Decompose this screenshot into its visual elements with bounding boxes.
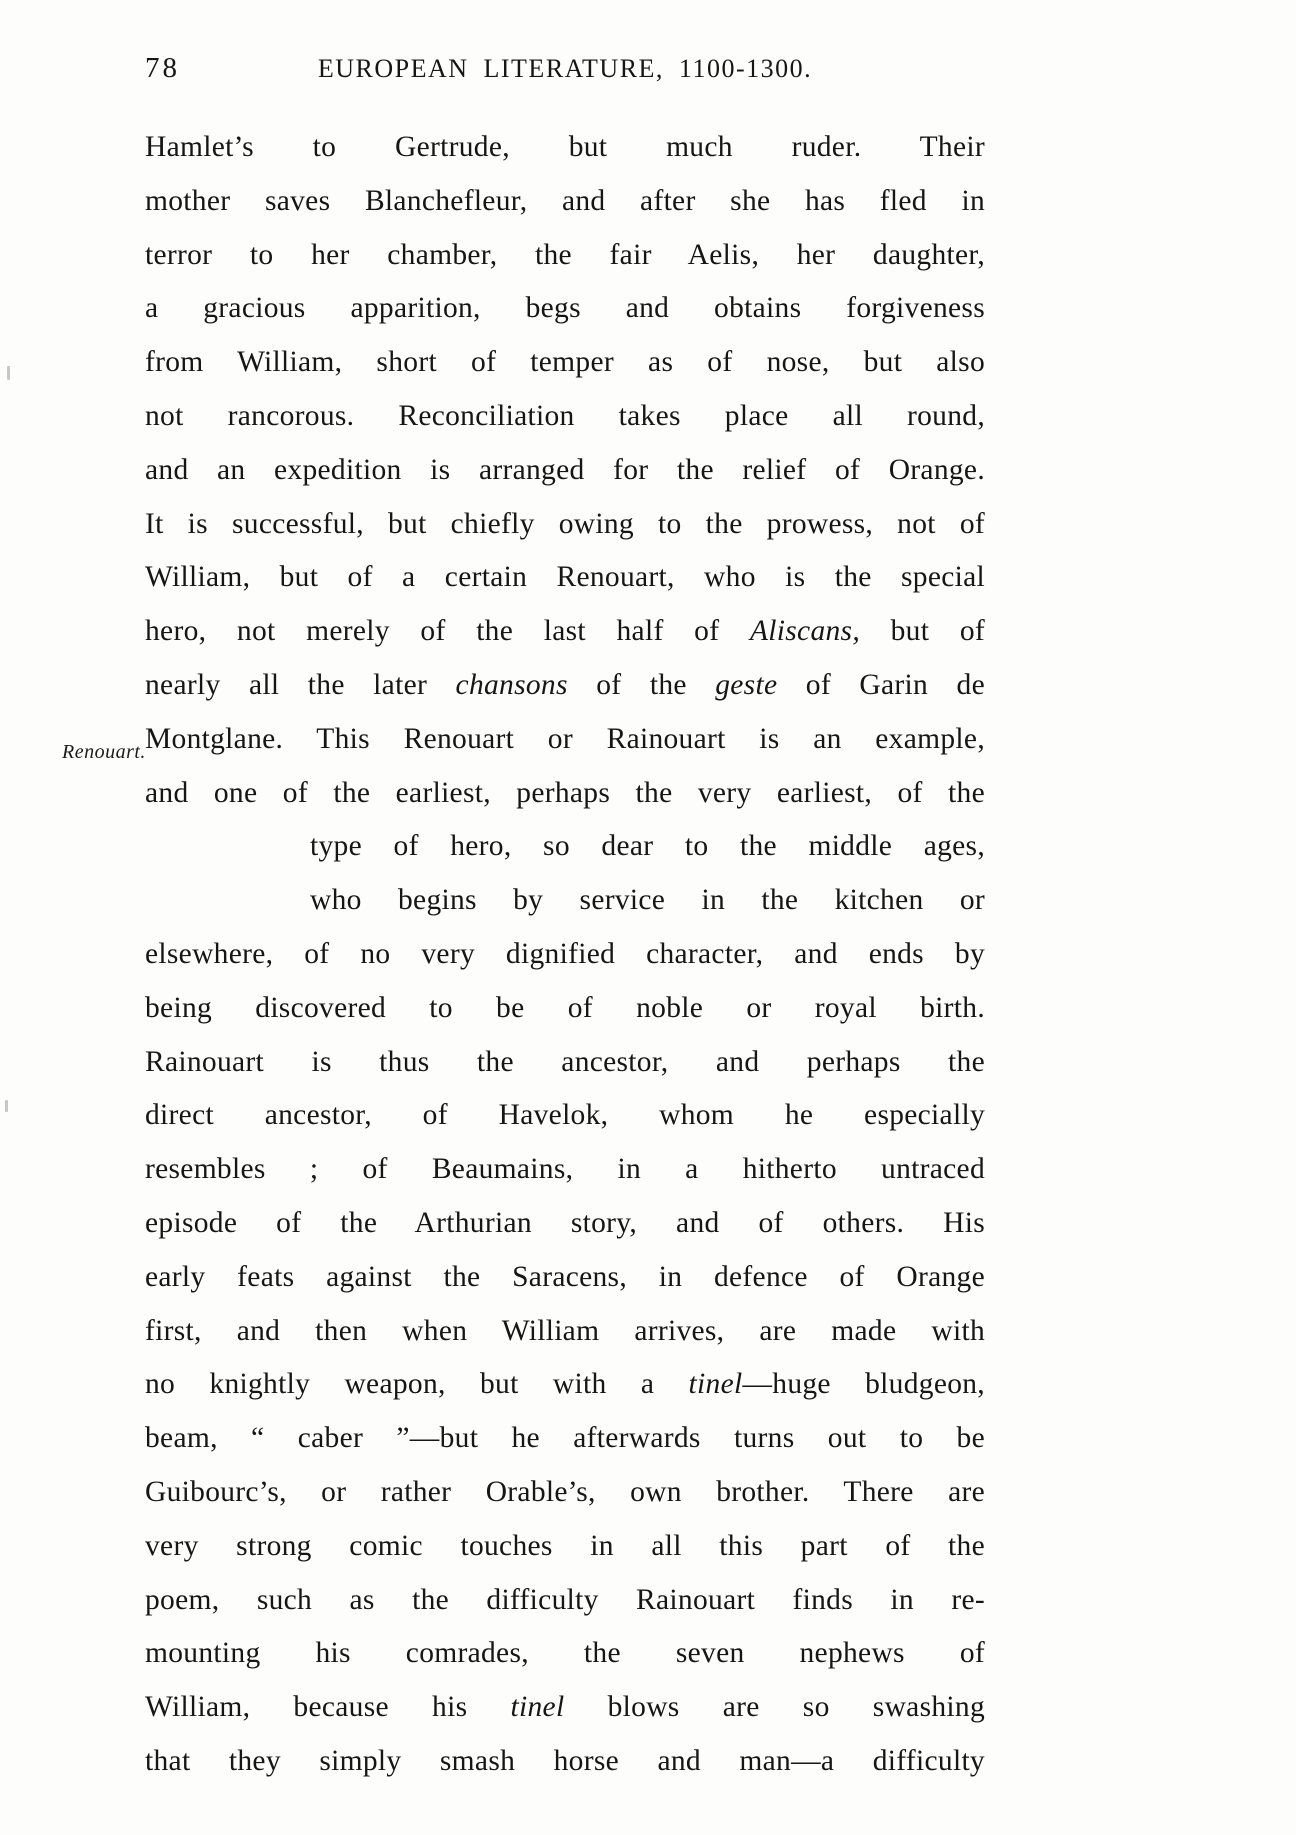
text-line (145, 336, 985, 390)
text-segment: a gracious apparition, begs and obtains forgiveness (145, 292, 985, 325)
text-segment: type of hero, so dear to the middle ages, (310, 830, 985, 863)
text-line (145, 1681, 985, 1735)
text-segment: being discovered to be of noble or royal birth. (145, 991, 985, 1024)
text-segment: mounting his comrades, the seven nephews of (145, 1637, 985, 1670)
text-segment: of the (567, 668, 716, 701)
text-line (145, 1412, 985, 1466)
text-line (145, 605, 985, 659)
italic-text: tinel (510, 1691, 565, 1724)
text-line (145, 1089, 985, 1143)
text-line (145, 1358, 985, 1412)
text-line (145, 713, 985, 767)
text-segment: early feats against the Saracens, in defence of Orange (145, 1260, 985, 1293)
text-segment: William, because his (145, 1691, 511, 1724)
running-title: EUROPEAN LITERATURE, 1100-1300. (317, 54, 813, 83)
text-segment: hero, not merely of the last half of (145, 615, 750, 648)
text-line (145, 659, 985, 713)
text-segment: very strong comic touches in all this part of the (145, 1529, 985, 1562)
scan-artifact (7, 366, 10, 380)
text-segment: Guibourc’s, or rather Orable’s, own brother. There are (145, 1475, 985, 1508)
text-line (145, 390, 985, 444)
text-segment: direct ancestor, of Havelok, whom he especially (145, 1099, 985, 1132)
running-header (145, 50, 985, 90)
text-line (145, 1305, 985, 1359)
body-text (145, 121, 985, 1789)
text-line (145, 1520, 985, 1574)
text-line (145, 928, 985, 982)
italic-text: geste (715, 668, 778, 701)
text-segment: that they simply smash horse and man—a difficulty (145, 1744, 985, 1777)
text-segment: from William, short of temper as of nose, but also (145, 346, 985, 379)
text-line (145, 1574, 985, 1628)
text-line (145, 1627, 985, 1681)
text-line (145, 175, 985, 229)
text-segment: mother saves Blanchefleur, and after she has fled in (145, 184, 985, 217)
text-line (145, 1036, 985, 1090)
text-line (145, 444, 985, 498)
text-line (145, 767, 985, 821)
text-segment: beam, “ caber ”—but he afterwards turns out to be (145, 1422, 985, 1455)
text-line (145, 121, 985, 175)
text-line (145, 982, 985, 1036)
text-segment: who begins by service in the kitchen or (310, 884, 985, 917)
page-number: 78 (145, 52, 180, 84)
text-segment: not rancorous. Reconciliation takes place all round, (145, 399, 985, 432)
text-segment: nearly all the later (145, 668, 456, 701)
text-segment: and one of the earliest, perhaps the very earliest, of the (145, 776, 985, 809)
scan-artifact (5, 1100, 8, 1112)
text-segment: William, but of a certain Renouart, who is the special (145, 561, 985, 594)
text-segment: resembles ; of Beaumains, in a hitherto untraced (145, 1153, 985, 1186)
text-segment: poem, such as the difficulty Rainouart finds in re- (145, 1583, 985, 1616)
text-line (145, 498, 985, 552)
margin-note: Renouart. (62, 741, 146, 763)
text-segment: and an expedition is arranged for the relief of Orange. (145, 453, 985, 486)
text-line (145, 1466, 985, 1520)
italic-text: Aliscans, (749, 615, 861, 648)
text-segment: Rainouart is thus the ancestor, and perhaps the (145, 1045, 985, 1078)
text-line (145, 1197, 985, 1251)
text-line (145, 282, 985, 336)
text-segment: —huge bludgeon, (742, 1368, 985, 1401)
text-segment: first, and then when William arrives, are made with (145, 1314, 985, 1347)
text-segment: no knightly weapon, but with a (145, 1368, 689, 1401)
text-segment: It is successful, but chiefly owing to the prowess, not of (145, 507, 985, 540)
text-line (145, 1251, 985, 1305)
text-segment: but of (860, 615, 985, 648)
text-segment: elsewhere, of no very dignified character, and ends by (145, 937, 985, 970)
text-line (145, 229, 985, 283)
text-segment: Hamlet’s to Gertrude, but much ruder. Their (145, 131, 985, 163)
italic-text: tinel (688, 1368, 743, 1401)
text-line (145, 551, 985, 605)
text-segment: terror to her chamber, the fair Aelis, her daughter, (145, 238, 985, 271)
text-line (145, 1143, 985, 1197)
text-line (310, 874, 985, 928)
text-segment: Montglane. This Renouart or Rainouart is an example, (145, 722, 985, 755)
text-segment: blows are so swashing (564, 1691, 985, 1724)
text-segment: episode of the Arthurian story, and of others. His (145, 1206, 985, 1239)
text-line (145, 1735, 985, 1789)
text-line (310, 820, 985, 874)
text-segment: of Garin de (777, 668, 985, 701)
italic-text: chansons (455, 668, 568, 701)
